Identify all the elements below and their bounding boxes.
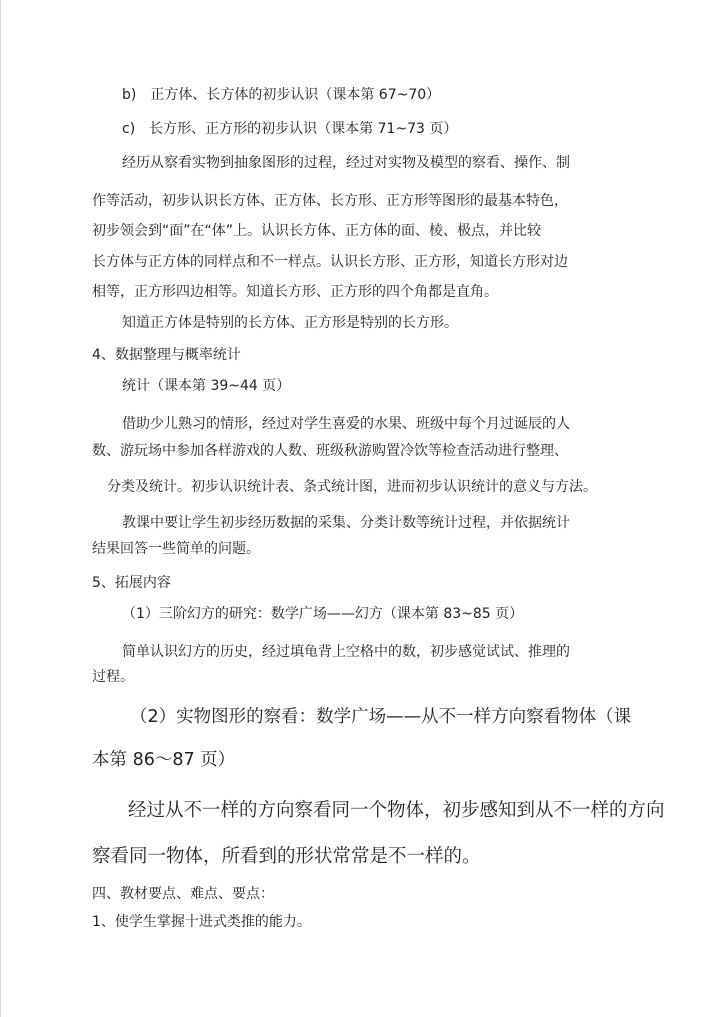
section-heading: 5、拓展内容 xyxy=(92,575,171,591)
paragraph-line: 1、使学生掌握十进式类推的能力。 xyxy=(92,914,311,930)
paragraph-line: 分类及统计。初步认识统计表、条式统计图，进而初步认识统计的意义与方法。 xyxy=(107,479,597,495)
paragraph-line: 结果回答一些简单的问题。 xyxy=(92,541,260,557)
section-heading: 4、数据整理与概率统计 xyxy=(92,347,241,363)
paragraph-line: 简单认识幻方的历史，经过填龟背上空格中的数，初步感觉试试、推理的 xyxy=(122,644,570,660)
subsection-heading-continued: 本第 86～87 页） xyxy=(92,750,236,770)
list-item-b: b) 正方体、长方体的初步认识（课本第 67~70） xyxy=(122,87,441,103)
paragraph-line: 长方体与正方体的同样点和不一样点。认识长方形、正方形，知道长方形对边 xyxy=(92,254,568,270)
paragraph-line: 过程。 xyxy=(92,669,134,685)
paragraph-line: 经过从不一样的方向察看同一个物体，初步感知到从不一样的方向 xyxy=(128,800,665,821)
section-heading: 四、教材要点、难点、要点： xyxy=(92,886,274,902)
paragraph-line: 教课中要让学生初步经历数据的采集、分类计数等统计过程，并依据统计 xyxy=(122,515,570,531)
paragraph-line: 初步领会到“面”在“体”上。认识长方体、正方体的面、棱、极点，并比较 xyxy=(92,223,542,239)
paragraph-line: 察看同一物体，所看到的形状常常是不一样的。 xyxy=(92,846,481,867)
paragraph-line: 借助少儿熟习的情形，经过对学生喜爱的水果、班级中每个月过诞辰的人 xyxy=(122,416,570,432)
list-item-c: c) 长方形、正方形的初步认识（课本第 71~73 页） xyxy=(122,121,458,137)
subsection-heading: （2）实物图形的察看：数学广场——从不一样方向察看物体（课 xyxy=(130,707,632,727)
subsection-heading: （1）三阶幻方的研究：数学广场——幻方（课本第 83~85 页） xyxy=(122,606,524,622)
paragraph-line: 经历从察看实物到抽象图形的过程，经过对实物及模型的察看、操作、制 xyxy=(122,155,570,171)
paragraph-line: 数、游玩场中参加各样游戏的人数、班级秋游购置冷饮等检查活动进行整理、 xyxy=(92,443,568,459)
paragraph-line: 作等活动，初步认识长方体、正方体、长方形、正方形等图形的最基本特色， xyxy=(92,193,568,209)
paragraph-line: 相等，正方形四边相等。知道长方形、正方形的四个角都是直角。 xyxy=(92,284,498,300)
subsection-heading: 统计（课本第 39~44 页） xyxy=(122,378,291,394)
paragraph-line: 知道正方体是特别的长方体、正方形是特别的长方形。 xyxy=(122,315,458,331)
